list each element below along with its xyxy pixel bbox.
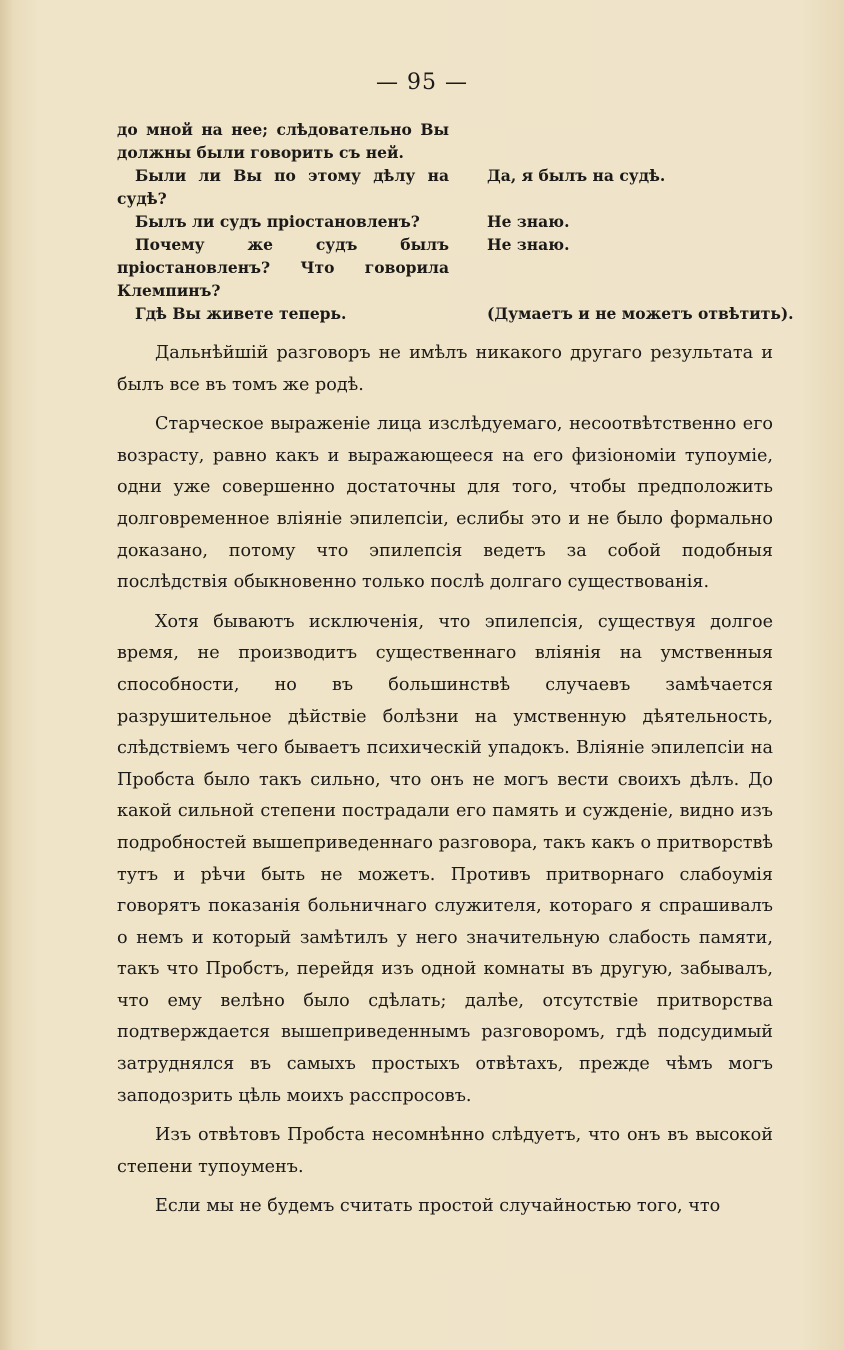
question-text: Былъ ли судъ пріостановленъ? <box>135 212 420 231</box>
dialogue-row <box>117 302 797 325</box>
body-text <box>117 338 773 1231</box>
paragraph: Если мы не будемъ считать простой случайностью того, что <box>155 1196 721 1217</box>
answer-text: Не знаю. <box>487 235 570 254</box>
dialogue-row <box>117 118 797 164</box>
answer-text: Не знаю. <box>487 212 570 231</box>
question-text: Гдѣ Вы живете теперь. <box>135 304 347 323</box>
dialogue-row <box>117 164 797 210</box>
paragraph: Хотя бываютъ исключенія, что эпилепсія, существуя долгое время, не производитъ существеннаго вліянія на умственныя способности, но въ большинствѣ случаевъ замѣчается разрушительное дѣйствіе болѣзни на умственную дѣятельность, слѣдствіемъ чего бываетъ психическій упадокъ. Вліяніе эпилепсіи на Пробста было такъ сильно, что онъ не могъ вести своихъ дѣлъ. До какой сильной степени пострадали его память и сужденіе, видно изъ подробностей вышеприведеннаго разговора, такъ какъ о притворствѣ тутъ и рѣчи быть не можетъ. Противъ притворнаго слабоумія говорятъ показанія больничнаго служителя, котораго я спрашивалъ о немъ и который замѣтилъ у него значительную слабость памяти, такъ что Пробстъ, перейдя изъ одной комнаты въ другую, забывалъ, что ему велѣно было сдѣлать; далѣе, отсутствіе притворства подтверждается вышеприведеннымъ разговоромъ, гдѣ подсудимый затруднялся въ самыхъ простыхъ отвѣтахъ, прежде чѣмъ могъ заподозрить цѣль моихъ расспросовъ. <box>117 611 773 1106</box>
paragraph: Дальнѣйшій разговоръ не имѣлъ никакого другаго результата и былъ все въ томъ же родѣ. <box>117 343 773 395</box>
paragraph: Изъ отвѣтовъ Пробста несомнѣнно слѣдуетъ, что онъ въ высокой степени тупоуменъ. <box>117 1125 773 1177</box>
question-text: до мной на нее; слѣдовательно Вы должны были говорить съ ней. <box>117 120 449 162</box>
question-text: Почему же судъ былъ пріостановленъ? Что говорила Клемпинъ? <box>117 235 449 300</box>
answer-text <box>487 118 797 164</box>
dialogue-row <box>117 233 797 302</box>
question-text: Были ли Вы по этому дѣлу на судѣ? <box>117 166 449 208</box>
answer-text: (Думаетъ и не можетъ отвѣтить). <box>487 304 794 323</box>
paragraph: Старческое выраженіе лица изслѣдуемаго, несоотвѣтственно его возрасту, равно какъ и выражающееся на его физіономіи тупоуміе, одни уже совершенно достаточны для того, чтобы предположить долговременное вліяніе эпилепсіи, еслибы это и не было формально доказано, потому что эпилепсія ведетъ за собой подобныя послѣдствія обыкновенно только послѣ долгаго существованія. <box>117 414 773 593</box>
dialogue-row <box>117 210 797 233</box>
page-number: — 95 — <box>376 70 468 95</box>
answer-text: Да, я былъ на судѣ. <box>487 166 666 185</box>
dialogue-block <box>117 118 797 325</box>
